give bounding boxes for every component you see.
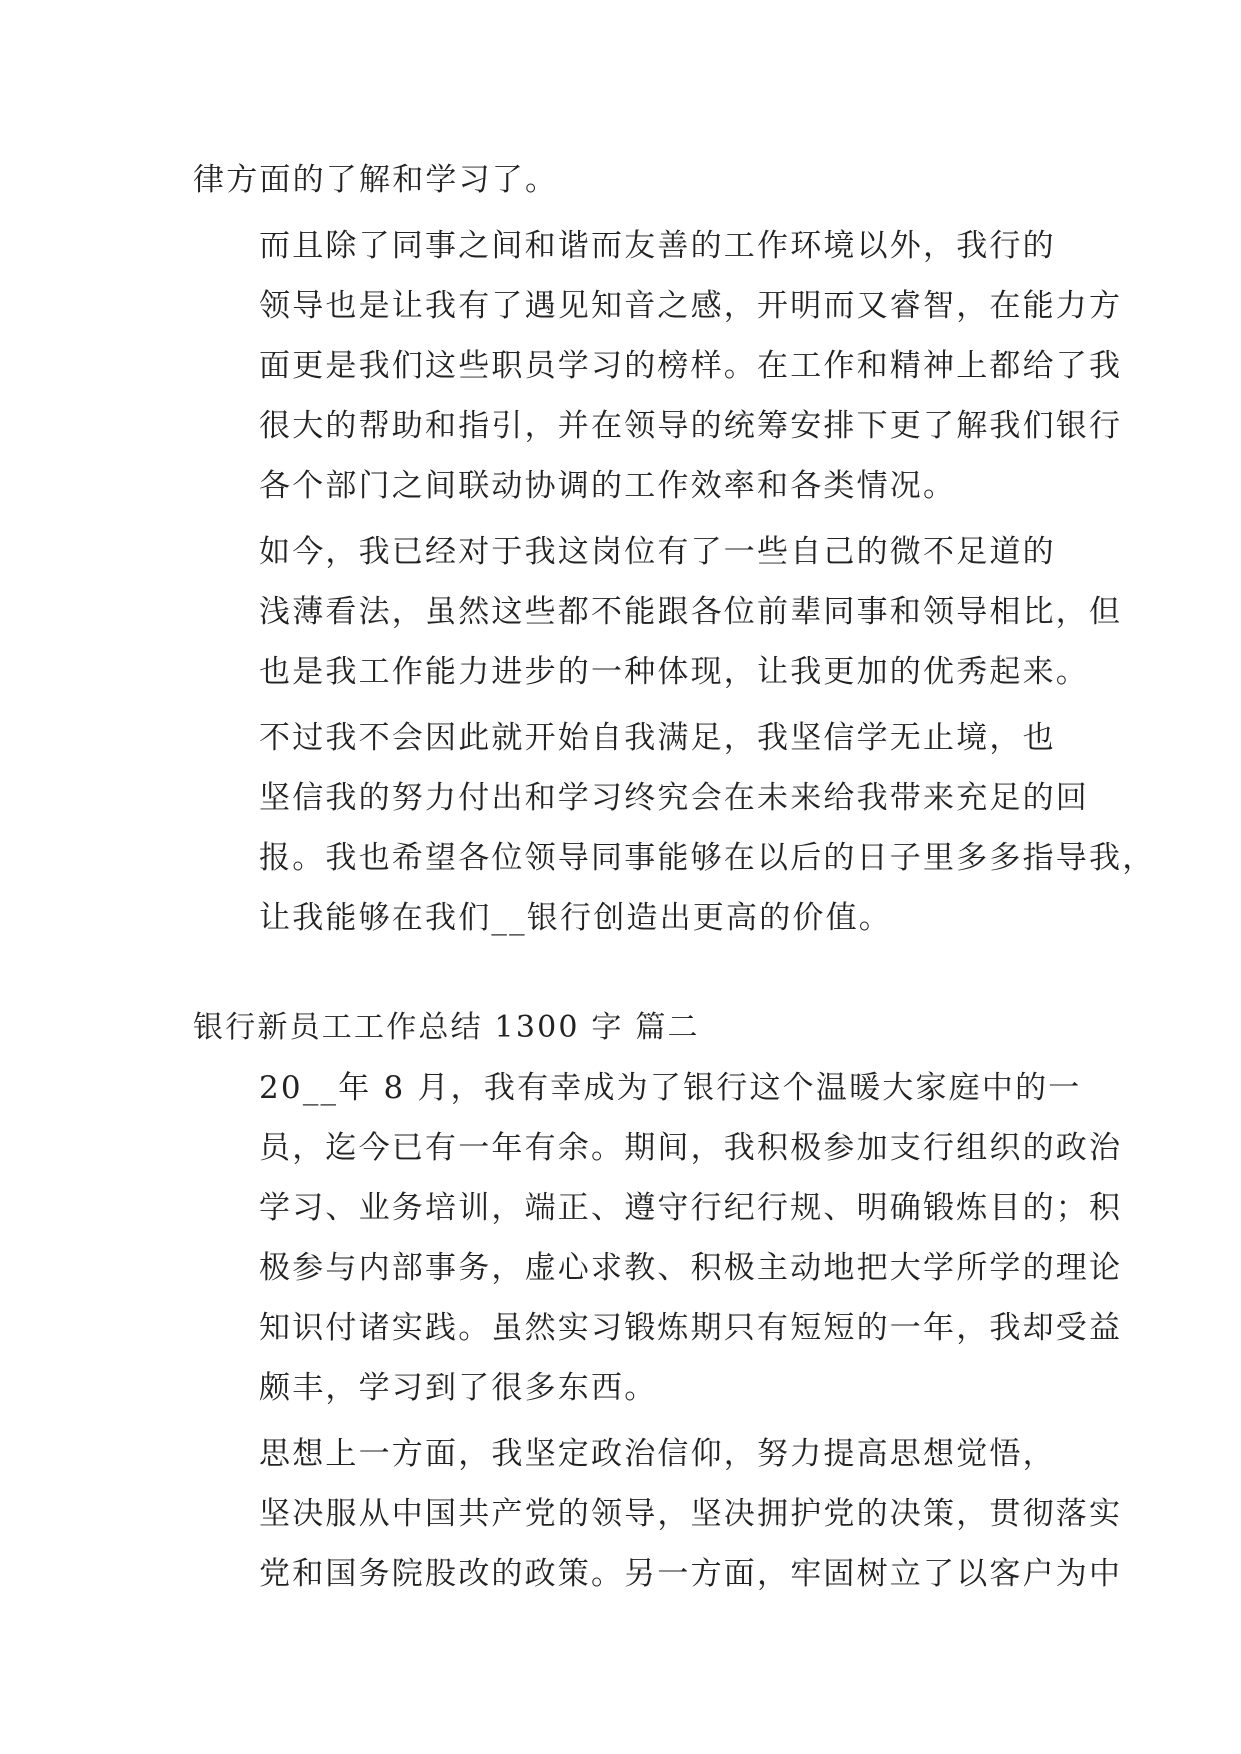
text-line: 各个部门之间联动协调的工作效率和各类情况。: [259, 468, 957, 504]
paragraph: [193, 1058, 1123, 1418]
text-line: 极参与内部事务，虚心求教、积极主动地把大学所学的理论: [259, 1250, 1123, 1286]
document-body-part1: [193, 150, 1156, 948]
text-line: 员，迄今已有一年有余。期间，我积极参加支行组织的政治: [259, 1130, 1123, 1166]
text-line: 如今，我已经对于我这岗位有了一些自己的微不足道的: [259, 534, 1056, 570]
paragraph: [193, 216, 1123, 516]
text-line: 坚决服从中国共产党的领导，坚决拥护党的决策，贯彻落实: [259, 1496, 1123, 1532]
text-line: 知识付诸实践。虽然实习锻炼期只有短短的一年，我却受益: [259, 1310, 1123, 1346]
text-line: 面更是我们这些职员学习的榜样。在工作和精神上都给了我: [259, 348, 1123, 384]
text-line: 领导也是让我有了遇见知音之感，开明而又睿智，在能力方: [259, 288, 1123, 324]
text-line: 也是我工作能力进步的一种体现，让我更加的优秀起来。: [259, 654, 1089, 690]
text-line: 不过我不会因此就开始自我满足，我坚信学无止境，也: [259, 720, 1056, 756]
section-gap: [193, 954, 1053, 998]
text-line: 报。我也希望各位领导同事能够在以后的日子里多多指导我，: [259, 840, 1156, 876]
section-heading: 银行新员工工作总结 1300 字 篇二: [193, 1010, 700, 1045]
paragraph: [193, 150, 1053, 210]
text-line: 浅薄看法，虽然这些都不能跟各位前辈同事和领导相比，但: [259, 594, 1123, 630]
text-line: 思想上一方面，我坚定政治信仰，努力提高思想觉悟，: [259, 1436, 1056, 1472]
text-line: 20__年 8 月，我有幸成为了银行这个温暖大家庭中的一: [259, 1070, 1082, 1106]
text-line: 学习、业务培训，端正、遵守行纪行规、明确锻炼目的；积: [259, 1190, 1123, 1226]
paragraph: [193, 522, 1123, 702]
document-body-part2: [193, 1058, 1123, 1604]
text-line: 坚信我的努力付出和学习终究会在未来给我带来充足的回: [259, 780, 1089, 816]
paragraph: [193, 1424, 1123, 1604]
text-line: 颇丰，学习到了很多东西。: [259, 1370, 658, 1406]
paragraph: [193, 708, 1156, 948]
text-line: 党和国务院股改的政策。另一方面，牢固树立了以客户为中: [259, 1556, 1123, 1592]
text-line: 让我能够在我们__银行创造出更高的价值。: [259, 900, 892, 936]
text-line: 很大的帮助和指引，并在领导的统筹安排下更了解我们银行: [259, 408, 1123, 444]
text-line: 律方面的了解和学习了。: [193, 162, 559, 198]
document-page: [193, 150, 1156, 1610]
text-line: 而且除了同事之间和谐而友善的工作环境以外，我行的: [259, 228, 1056, 264]
